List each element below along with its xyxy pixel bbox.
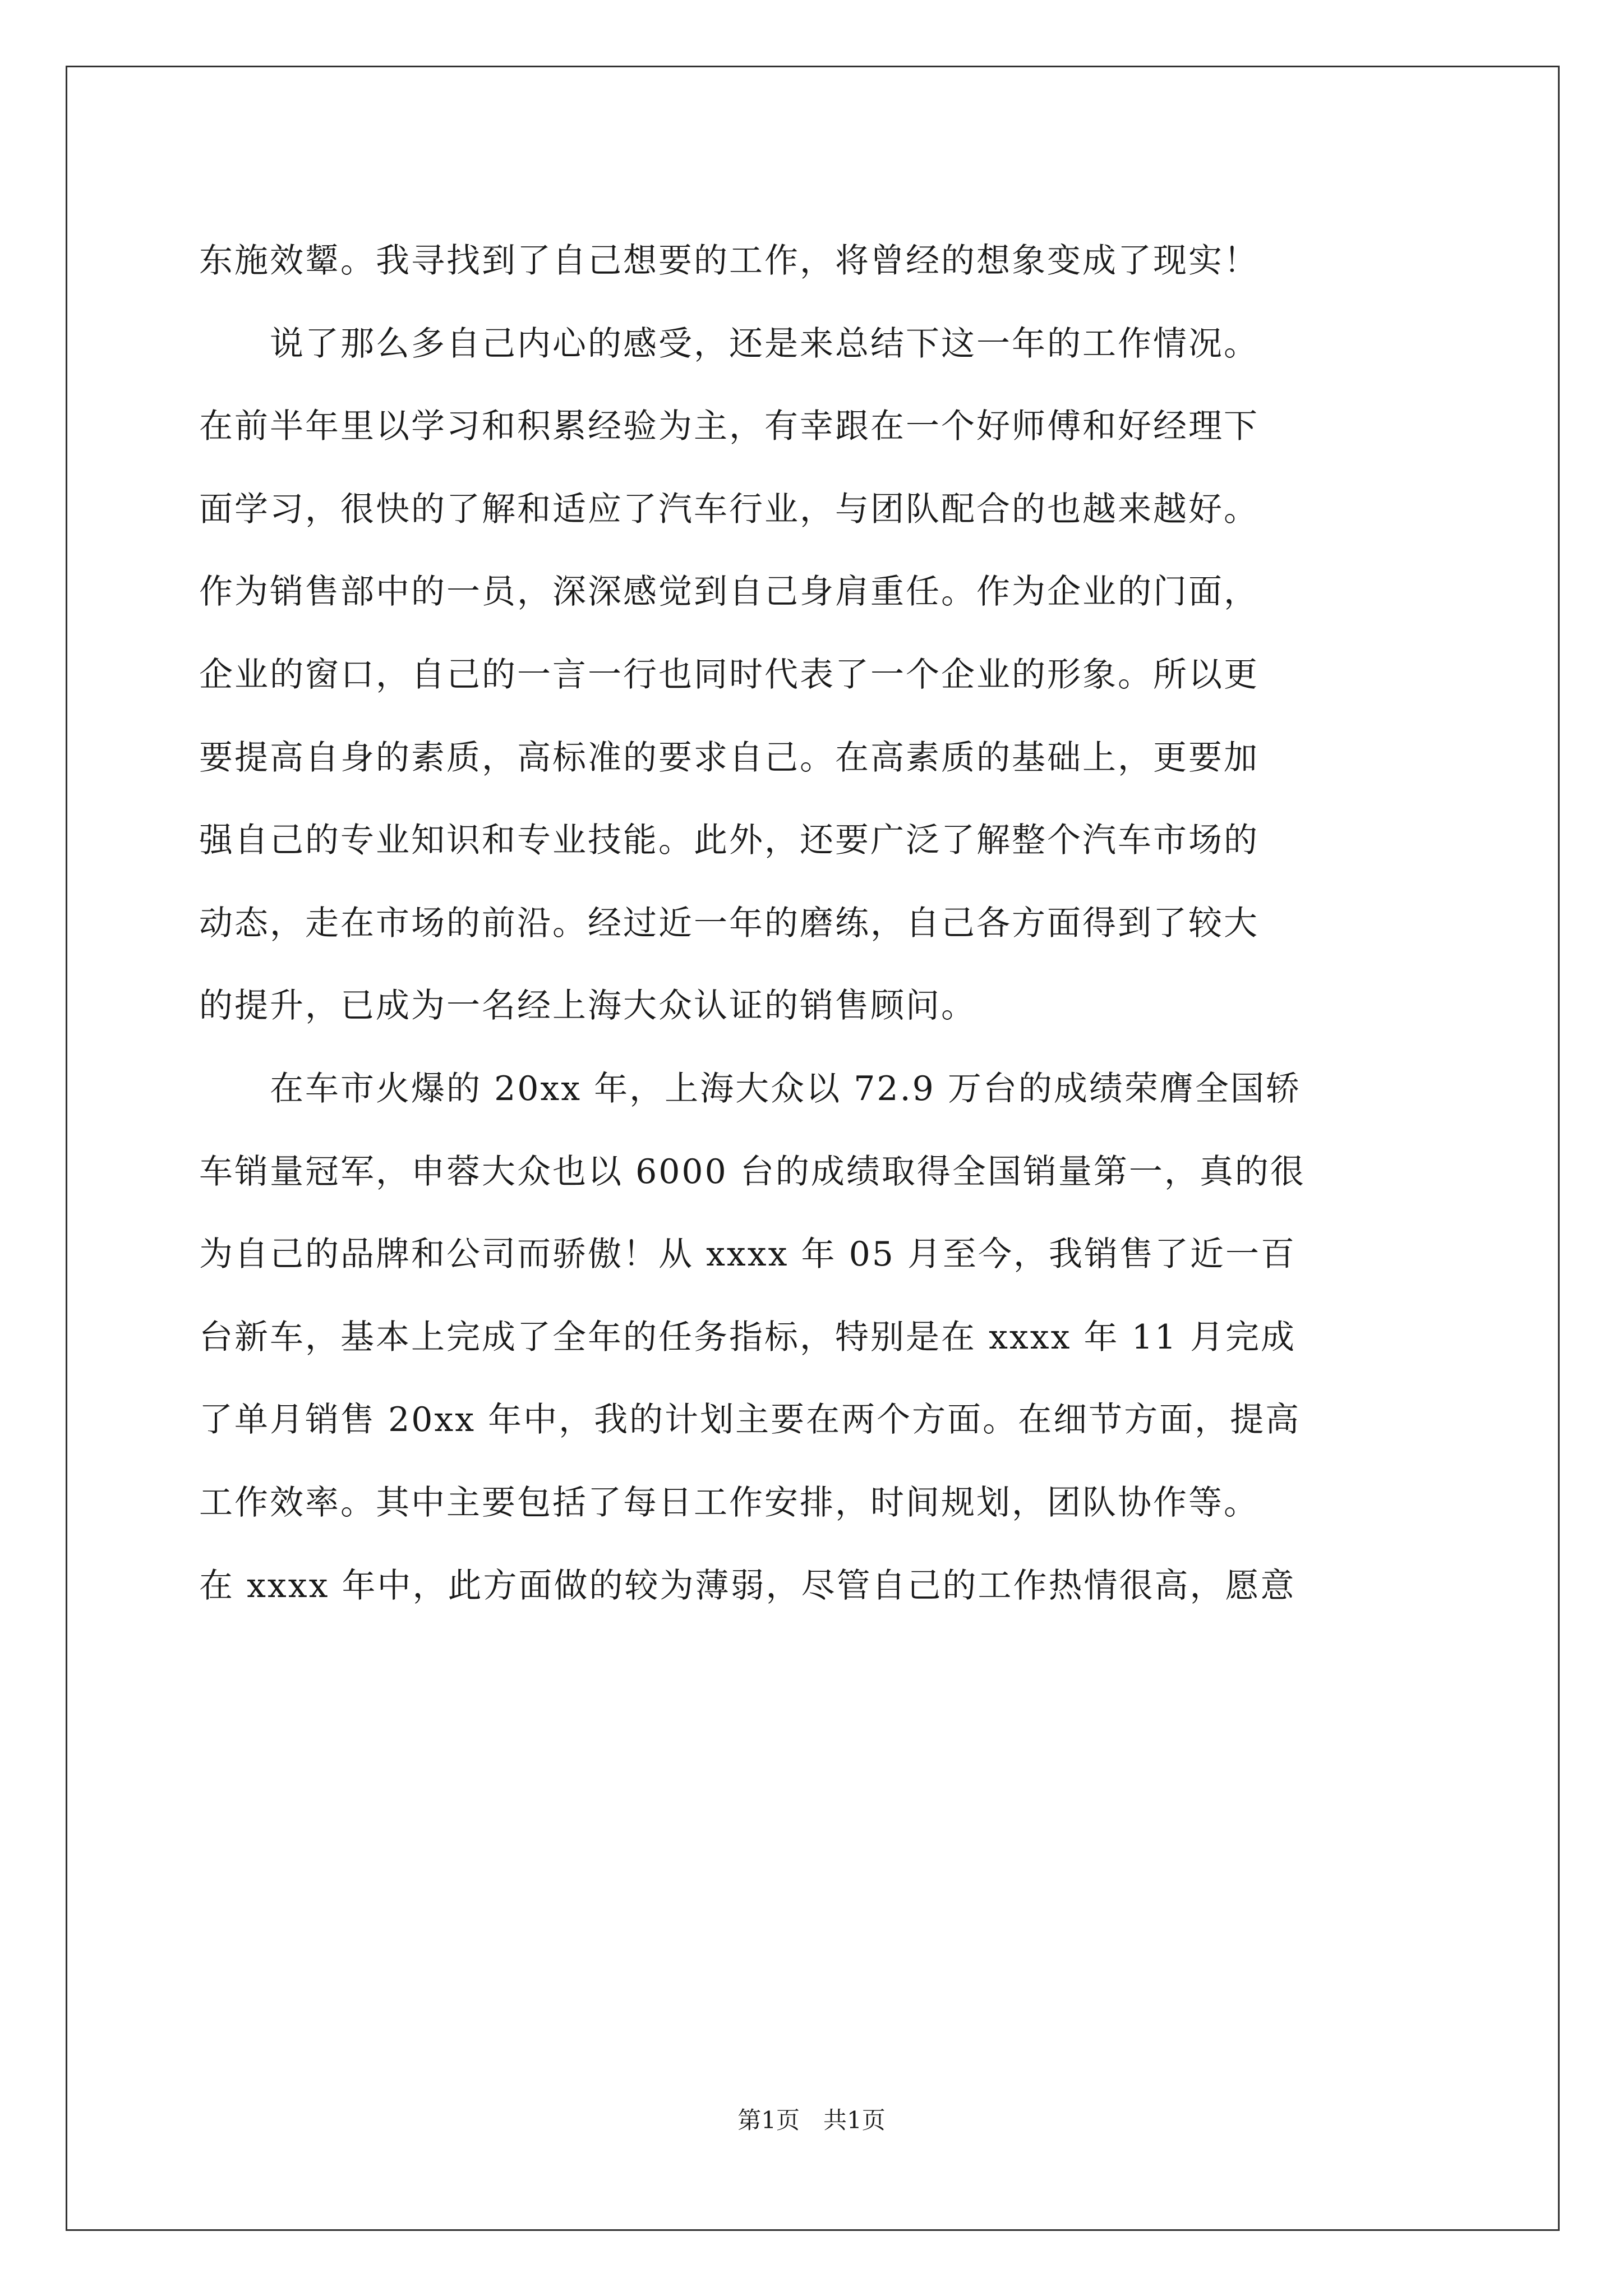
text-line: 为自己的品牌和公司而骄傲！从 xxxx 年 05 月至今，我销售了近一百 bbox=[199, 1235, 1296, 1274]
text-line: 动态，走在市场的前沿。经过近一年的磨练，自己各方面得到了较大 bbox=[199, 903, 1259, 943]
text-line: 了单月销售 20xx 年中，我的计划主要在两个方面。在细节方面，提高 bbox=[199, 1400, 1301, 1440]
text-line: 台新车，基本上完成了全年的任务指标，特别是在 xxxx 年 11 月完成 bbox=[199, 1317, 1296, 1357]
text-line: 要提高自身的素质，高标准的要求自己。在高素质的基础上，更要加 bbox=[199, 738, 1259, 777]
text-line: 作为销售部中的一员，深深感觉到自己身肩重任。作为企业的门面， bbox=[199, 572, 1259, 612]
text-line: 东施效颦。我寻找到了自己想要的工作，将曾经的想象变成了现实！ bbox=[199, 241, 1259, 280]
text-line: 车销量冠军，申蓉大众也以 6000 台的成绩取得全国销量第一，真的很 bbox=[199, 1152, 1306, 1191]
text-line: 说了那么多自己内心的感受，还是来总结下这一年的工作情况。 bbox=[199, 324, 1259, 364]
text-line: 的提升，已成为一名经上海大众认证的销售顾问。 bbox=[199, 986, 976, 1026]
text-line: 企业的窗口，自己的一言一行也同时代表了一个企业的形象。所以更 bbox=[199, 655, 1259, 694]
document-body bbox=[199, 220, 1430, 1627]
text-line: 强自己的专业知识和专业技能。此外，还要广泛了解整个汽车市场的 bbox=[199, 821, 1259, 861]
text-line: 在前半年里以学习和积累经验为主，有幸跟在一个好师傅和好经理下 bbox=[199, 407, 1259, 447]
page-number-footer: 第1页 共1页 bbox=[737, 2106, 886, 2134]
text-line: 在 xxxx 年中，此方面做的较为薄弱，尽管自己的工作热情很高，愿意 bbox=[199, 1566, 1296, 1605]
text-line: 在车市火爆的 20xx 年，上海大众以 72.9 万台的成绩荣膺全国轿 bbox=[199, 1069, 1301, 1108]
text-line: 面学习，很快的了解和适应了汽车行业，与团队配合的也越来越好。 bbox=[199, 489, 1259, 529]
text-line: 工作效率。其中主要包括了每日工作安排，时间规划，团队协作等。 bbox=[199, 1483, 1259, 1522]
